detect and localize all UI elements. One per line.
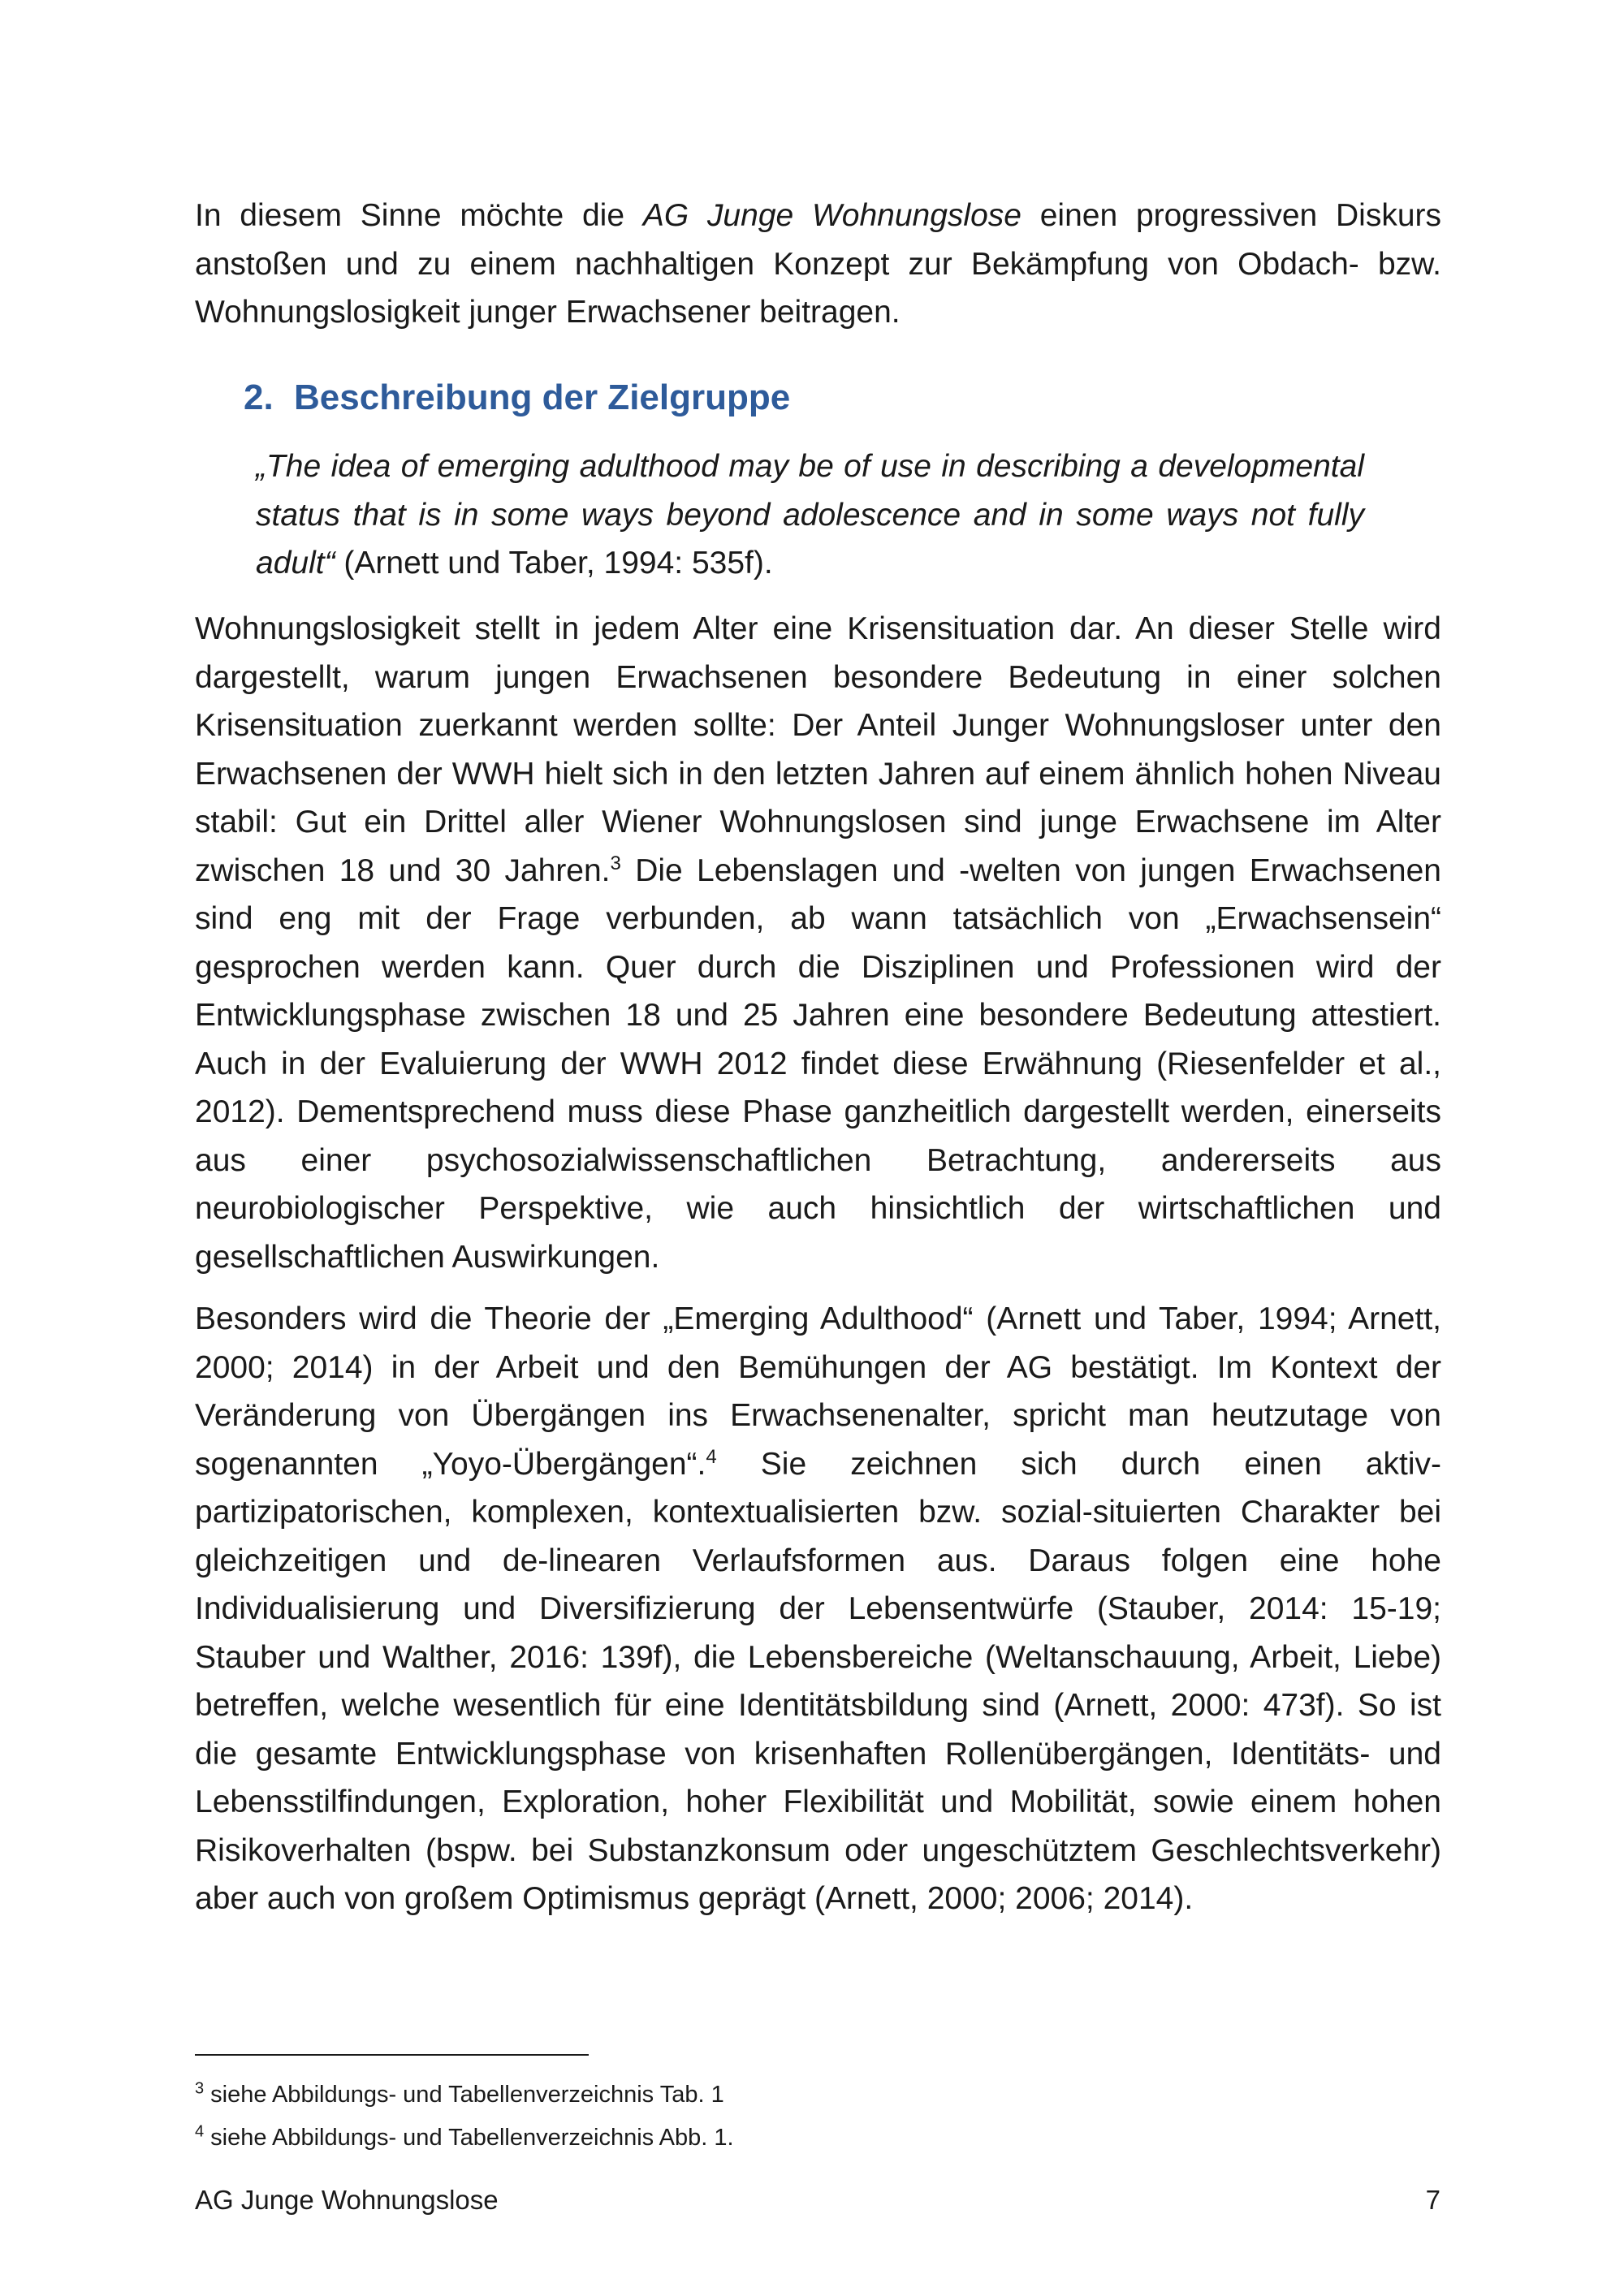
intro-text-before: In diesem Sinne möchte die xyxy=(195,198,643,233)
section-title: Beschreibung der Zielgruppe xyxy=(294,378,791,417)
intro-group-name: AG Junge Wohnungslose xyxy=(642,198,1021,233)
paragraph-1-text-b: Die Lebenslagen und -welten von jungen Erwachsenen sind eng mit der Frage verbunden, ab wann tatsächlich von „Erwachsensein“ gesprochen werden kann. Quer durch die Disziplinen und Professionen wird der Entwicklungsphase zwischen 18 und 25 Jahren eine besondere Bedeutung attestiert. Auch in der Evaluierung der WWH 2012 findet diese Erwähnung (Riesenfelder et al., 2012). Dementsprechend muss diese Phase ganzheitlich dargestellt werden, einerseits aus einer psychosozialwissenschaftlichen Betrachtung, andererseits aus neurobiologischer Perspektive, wie auch hinsichtlich der wirtschaftlichen und gesellschaftlichen Auswirkungen. xyxy=(195,852,1441,1275)
intro-paragraph xyxy=(195,192,1441,337)
footnote-4-text: siehe Abbildungs- und Tabellenverzeichnis Abb. 1. xyxy=(204,2125,734,2151)
footnote-3-text: siehe Abbildungs- und Tabellenverzeichnis Tab. 1 xyxy=(204,2082,724,2108)
footer-title: AG Junge Wohnungslose xyxy=(195,2185,499,2215)
paragraph-1-text-a: Wohnungslosigkeit stellt in jedem Alter eine Krisensituation dar. An dieser Stelle wird dargestellt, warum jungen Erwachsenen besondere Bedeutung in einer solchen Krisensituation zuerkannt werden sollte: Der Anteil Junger Wohnungsloser unter den Erwachsenen der WWH hielt sich in den letzten Jahren auf einem ähnlich hohen Niveau stabil: Gut ein Drittel aller Wiener Wohnungslosen sind junge Erwachsene im Alter zwischen 18 und 30 Jahren. xyxy=(195,611,1441,888)
footnote-3-mark: 3 xyxy=(195,2079,205,2098)
footnote-4 xyxy=(195,2121,734,2154)
footnote-3 xyxy=(195,2078,724,2111)
page-number: 7 xyxy=(1425,2185,1440,2215)
quote-text: „The idea of emerging adulthood may be of use in describing a developmental status that is in some ways beyond adolescence and in some ways not fully adult“ xyxy=(256,449,1364,580)
paragraph-2-text-b: Sie zeichnen sich durch einen aktiv-partizipatorischen, komplexen, kontextualisierten bzw. sozial-situierten Charakter bei gleichzeitigen und de-linearen Verlaufsformen aus. Daraus folgen eine hohe Individualisierung und Diversifizierung der Lebensentwürfe (Stauber, 2014: 15-19; Stauber und Walther, 2016: 139f), die Lebensbereiche (Weltanschauung, Arbeit, Liebe) betreffen, welche wesentlich für eine Identitätsbildung sind (Arnett, 2000: 473f). So ist die gesamte Entwicklungsphase von krisenhaften Rollenübergängen, Identitäts- und Lebensstilfindungen, Exploration, hoher Flexibilität und Mobilität, sowie einem hohen Risikoverhalten (bspw. bei Substanzkonsum oder ungeschütztem Geschlechtsverkehr) aber auch von großem Optimismus geprägt (Arnett, 2000; 2006; 2014). xyxy=(195,1446,1441,1916)
intro-text-after: einen progressiven Diskurs anstoßen und zu einem nachhaltigen Konzept zur Bekämpfung von Obdach- bzw. Wohnungslosigkeit junger Erwachsener beitragen. xyxy=(195,198,1442,330)
body-paragraph-2 xyxy=(195,1295,1441,1923)
paragraph-2-text-a: Besonders wird die Theorie der „Emerging Adulthood“ (Arnett und Taber, 1994; Arnett, 2000; 2014) in der Arbeit und den Bemühungen der AG bestätigt. Im Kontext der Veränderung von Übergängen ins Erwachsenenalter, spricht man heutzutage von sogenannten „Yoyo-Übergängen“. xyxy=(195,1301,1441,1482)
footnote-ref-4[interactable]: 4 xyxy=(706,1445,717,1468)
block-quote xyxy=(256,442,1364,588)
footnote-separator xyxy=(195,2054,589,2056)
footnote-ref-3[interactable]: 3 xyxy=(610,852,621,874)
body-paragraph-1 xyxy=(195,605,1441,1281)
footnote-4-mark: 4 xyxy=(195,2122,205,2141)
section-number: 2. xyxy=(244,378,274,417)
section-heading xyxy=(244,373,790,422)
quote-citation: (Arnett und Taber, 1994: 535f). xyxy=(335,546,773,580)
